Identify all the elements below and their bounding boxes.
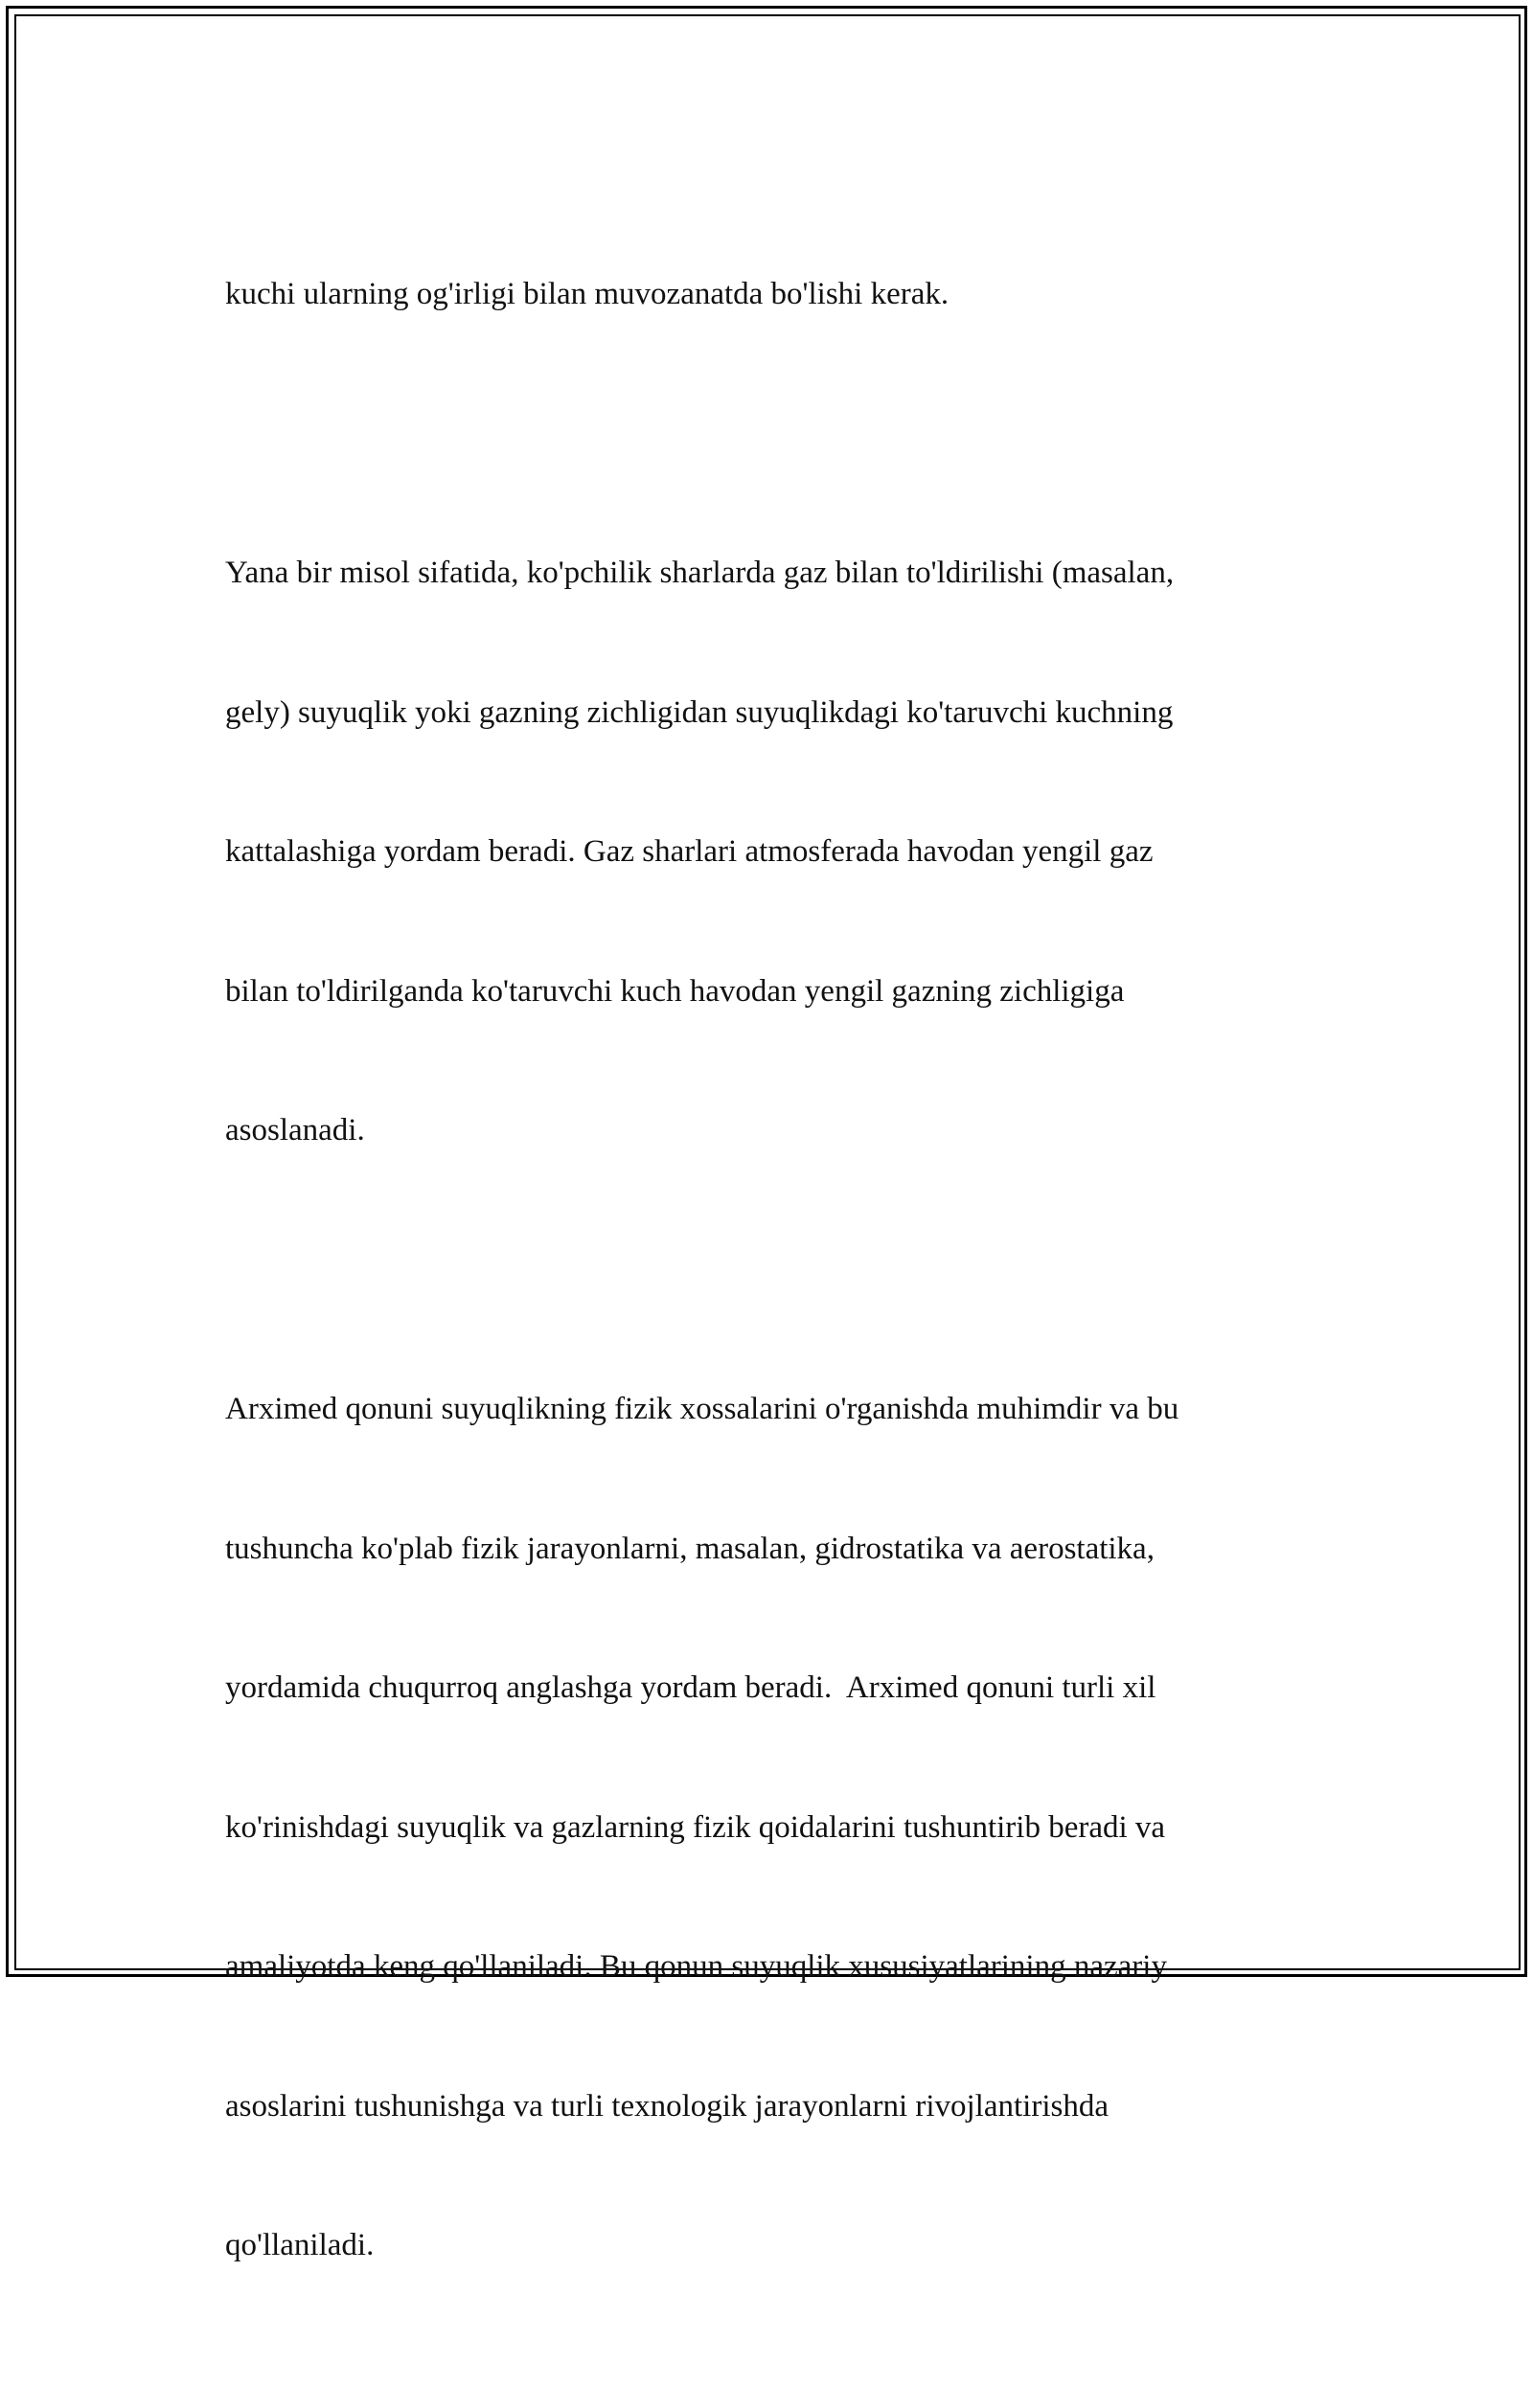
text-line: qo'llaniladi. (225, 2228, 375, 2262)
text-line: ko'rinishdagi suyuqlik va gazlarning fizik qoidalarini tushuntirib beradi va (225, 1809, 1166, 1845)
text-line: Arximed qonuni suyuqlikning fizik xossalarini o'rganishda muhimdir va bu (225, 1392, 1179, 1426)
paragraph-3 (225, 1293, 1327, 2362)
text-line: yordamida chuqurroq anglashga yordam beradi. Arximed qonuni turli xil (225, 1670, 1156, 1705)
text-line: kattalashiga yordam beradi. Gaz sharlari atmosferada havodan yengil gaz (225, 834, 1154, 869)
paragraph-1 (225, 178, 1327, 411)
text-line: tushuncha ko'plab fizik jarayonlarni, masalan, gidrostatika va aerostatika, (225, 1531, 1155, 1566)
text-line: kuchi ularning og'irligi bilan muvozanatda bo'lishi kerak. (225, 277, 950, 311)
paragraph-2 (225, 457, 1327, 1247)
text-line: amaliyotda keng qo'llaniladi. Bu qonun suyuqlik xususiyatlarining nazariy (225, 1949, 1167, 1984)
text-line: gely) suyuqlik yoki gazning zichligidan suyuqlikdagi ko'taruvchi kuchning (225, 694, 1174, 730)
text-line: Yana bir misol sifatida, ko'pchilik sharlarda gaz bilan to'ldirilishi (masalan, (225, 556, 1175, 590)
document-body (225, 178, 1327, 2408)
text-line: asoslanadi. (225, 1113, 365, 1147)
text-line: asoslarini tushunishga va turli texnologik jarayonlarni rivojlantirishda (225, 2088, 1109, 2124)
text-line: bilan to'ldirilganda ko'taruvchi kuch havodan yengil gazning zichligiga (225, 973, 1125, 1009)
